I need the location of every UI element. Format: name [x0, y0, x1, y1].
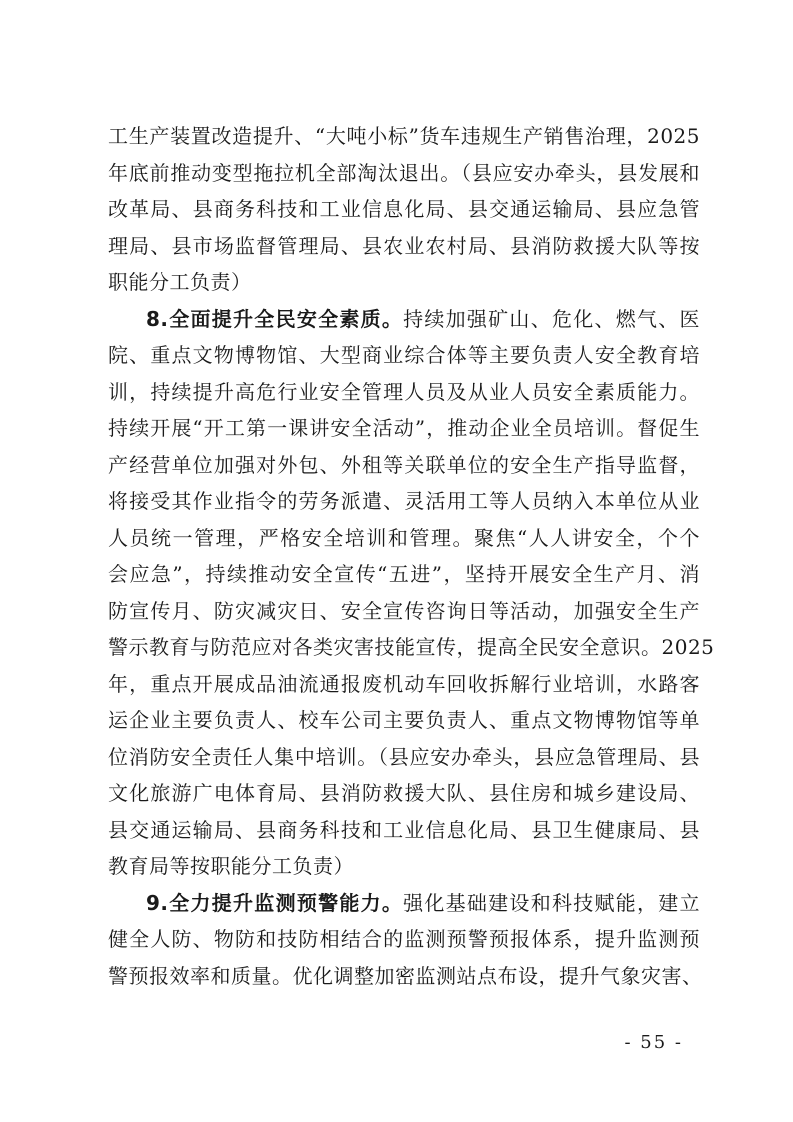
text-line: 位消防安全责任人集中培训。（县应安办牵头，县应急管理局、县 — [108, 744, 700, 769]
text-line: 县交通运输局、县商务科技和工业信息化局、县卫生健康局、县 — [108, 817, 700, 842]
item-8-first-line — [108, 301, 700, 338]
item-8-heading: 8.全面提升全民安全素质。 — [146, 306, 404, 331]
item-9-lead-text: 强化基础建设和科技赋能，建立 — [403, 890, 701, 915]
item-9-heading: 9.全力提升监测预警能力。 — [146, 890, 404, 915]
item-8-lead-text: 持续加强矿山、危化、燃气、医 — [403, 306, 701, 331]
text-line: 职能分工负责） — [108, 270, 252, 294]
text-line: 年，重点开展成品油流通报废机动车回收拆解行业培训，水路客 — [108, 671, 700, 696]
body-text — [108, 118, 715, 994]
text-line: 产经营单位加强对外包、外租等关联单位的安全生产指导监督， — [108, 452, 700, 477]
text-line: 院、重点文物博物馆、大型商业综合体等主要负责人安全教育培 — [108, 343, 700, 367]
text-line: 理局、县市场监督管理局、县农业农村局、县消防救援大队等按 — [108, 233, 700, 258]
text-line: 防宣传月、防灾减灾日、安全宣传咨询日等活动，加强安全生产 — [108, 598, 700, 623]
page-number: - 55 - — [624, 1032, 683, 1053]
text-line: 警示教育与防范应对各类灾害技能宣传，提高全民安全意识。2025 — [108, 635, 715, 659]
text-line: 训，持续提升高危行业安全管理人员及从业人员安全素质能力。 — [108, 379, 700, 404]
text-line: 健全人防、物防和技防相结合的监测预警预报体系，提升监测预 — [108, 927, 700, 951]
text-line: 将接受其作业指令的劳务派遣、灵活用工等人员纳入本单位从业 — [108, 489, 700, 513]
text-line: 持续开展“开工第一课讲安全活动”，推动企业全员培训。督促生 — [108, 416, 700, 440]
text-line: 会应急”，持续推动安全宣传“五进”，坚持开展安全生产月、消 — [108, 562, 700, 586]
text-line: 工生产装置改造提升、“大吨小标”货车违规生产销售治理，2025 — [108, 124, 700, 148]
text-line: 文化旅游广电体育局、县消防救援大队、县住房和城乡建设局、 — [108, 781, 700, 805]
text-line: 人员统一管理，严格安全培训和管理。聚焦“人人讲安全，个个 — [108, 525, 700, 550]
item-9-first-line — [108, 885, 700, 922]
text-line: 改革局、县商务科技和工业信息化局、县交通运输局、县应急管 — [108, 197, 700, 221]
text-line: 运企业主要负责人、校车公司主要负责人、重点文物博物馆等单 — [108, 708, 700, 732]
text-line: 警预报效率和质量。优化调整加密监测站点布设，提升气象灾害、 — [108, 963, 703, 988]
text-line: 年底前推动变型拖拉机全部淘汰退出。（县应安办牵头，县发展和 — [108, 160, 700, 185]
text-line: 教育局等按职能分工负责） — [108, 854, 354, 878]
